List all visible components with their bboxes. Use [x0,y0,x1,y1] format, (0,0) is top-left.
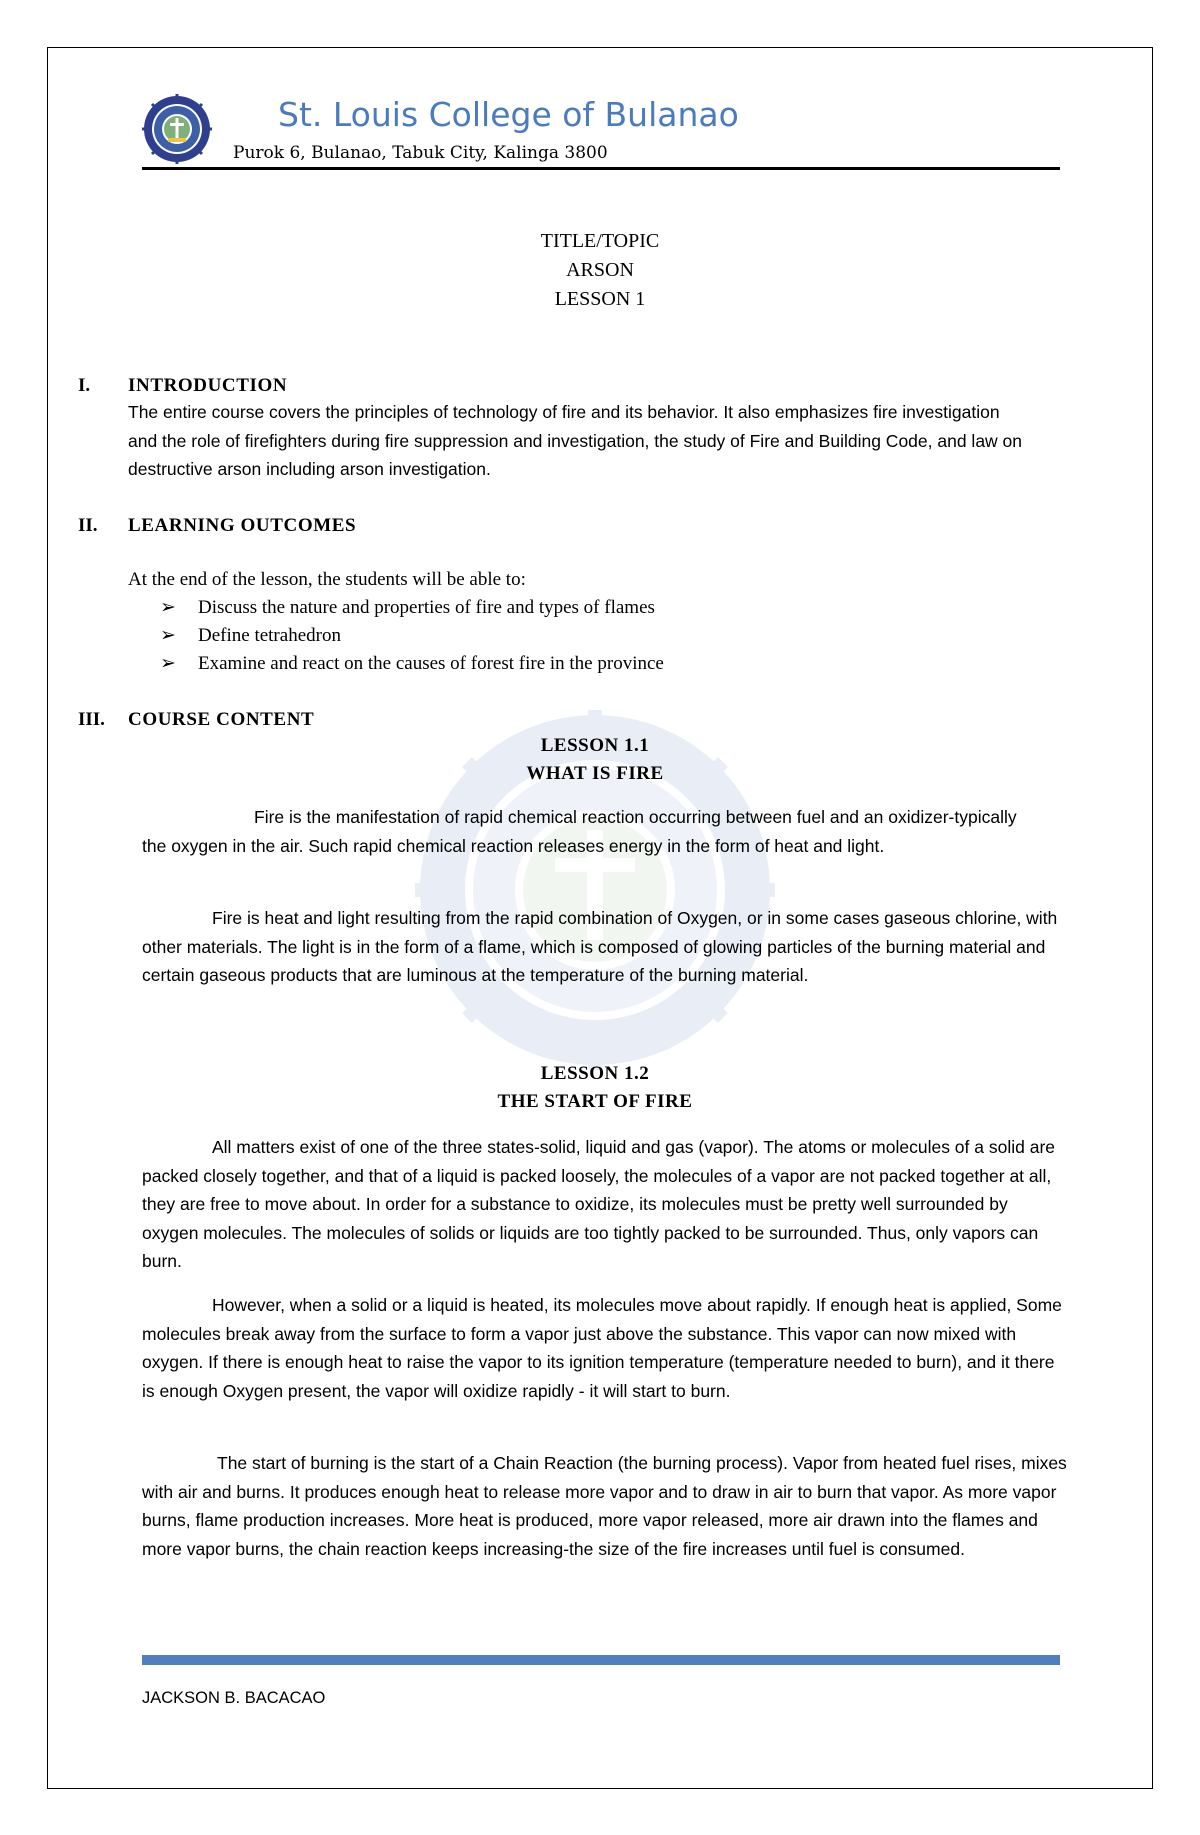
lesson-1-1-paragraph: Fire is heat and light resulting from the rapid combination of Oxygen, or in some cases gaseous chlorine, with other materials. The light is in the form of a flame, which is composed of glowing particles of the burning material and certain gaseous products that are luminous at the temperature of the burning material. [142,908,1058,985]
lesson-1-1-paragraph: Fire is the manifestation of rapid chemical reaction occurring between fuel and an oxidizer-typically the oxygen in the air. Such rapid chemical reaction releases energy in the form of heat and light. [142,807,1017,856]
title-block [0,227,1200,314]
lesson-1-1-label: LESSON 1.1 [540,735,650,756]
footer-divider [142,1655,1060,1665]
section-number-course-content: III. [78,709,105,730]
arrowhead-bullet-icon: ➢ [160,597,176,618]
lesson-1-1-heading [0,732,1190,788]
lesson-1-2-title: THE START OF FIRE [497,1091,693,1112]
lesson-number: LESSON 1 [554,288,646,310]
list-item: ➢ Define tetrahedron [160,625,341,646]
list-item: ➢ Discuss the nature and properties of fire and types of flames [160,597,655,618]
section-number-introduction: I. [78,375,91,396]
school-name: St. Louis College of Bulanao [278,95,739,134]
college-seal-icon [142,94,212,164]
section-number-learning-outcomes: II. [78,515,98,536]
header-divider [142,167,1060,170]
title-topic-label: TITLE/TOPIC [540,230,660,252]
lesson-1-2-paragraph: All matters exist of one of the three states-solid, liquid and gas (vapor). The atoms or molecules of a solid are packed closely together, and that of a liquid is packed loosely, the molecules of a vapor are not packed together at all, they are free to move about. In order for a substance to oxidize, its molecules must be pretty well surrounded by oxygen molecules. The molecules of solids or liquids are too tightly packed to be surrounded. Thus, only vapors can burn. [142,1137,1056,1271]
section-title-course-content: COURSE CONTENT [128,709,315,730]
topic-name: ARSON [566,259,634,281]
school-address: Purok 6, Bulanao, Tabuk City, Kalinga 3800 [233,143,608,163]
lesson-1-2-heading [0,1060,1190,1116]
section-title-introduction: INTRODUCTION [128,375,288,396]
footer-author: JACKSON B. BACACAO [142,1689,326,1707]
list-item: ➢ Examine and react on the causes of forest fire in the province [160,653,664,674]
learning-outcomes-intro: At the end of the lesson, the students will be able to: [128,569,526,590]
lesson-1-1-title: WHAT IS FIRE [526,763,664,784]
arrowhead-bullet-icon: ➢ [160,625,176,646]
lesson-1-2-label: LESSON 1.2 [540,1063,650,1084]
introduction-text: The entire course covers the principles of technology of fire and its behavior. It also emphasizes fire investigation and the role of firefighters during fire suppression and investigation, the study of Fire and Building Code, and law on destructive arson including arson investigation. [128,402,1023,479]
lesson-1-2-paragraph: The start of burning is the start of a Chain Reaction (the burning process). Vapor from heated fuel rises, mixes with air and burns. It produces enough heat to release more vapor and to draw in air to burn that vapor. As more vapor burns, flame production increases. More heat is produced, more vapor released, more air drawn into the flames and more vapor burns, the chain reaction keeps increasing-the size of the fire increases until fuel is consumed. [142,1453,1067,1559]
lesson-1-2-paragraph: However, when a solid or a liquid is heated, its molecules move about rapidly. If enough heat is applied, Some molecules break away from the surface to form a vapor just above the substance. This vapor can now mixed with oxygen. If there is enough heat to raise the vapor to its ignition temperature (temperature needed to burn), and it there is enough Oxygen present, the vapor will oxidize rapidly - it will start to burn. [142,1295,1062,1401]
arrowhead-bullet-icon: ➢ [160,653,176,674]
section-title-learning-outcomes: LEARNING OUTCOMES [128,515,357,536]
